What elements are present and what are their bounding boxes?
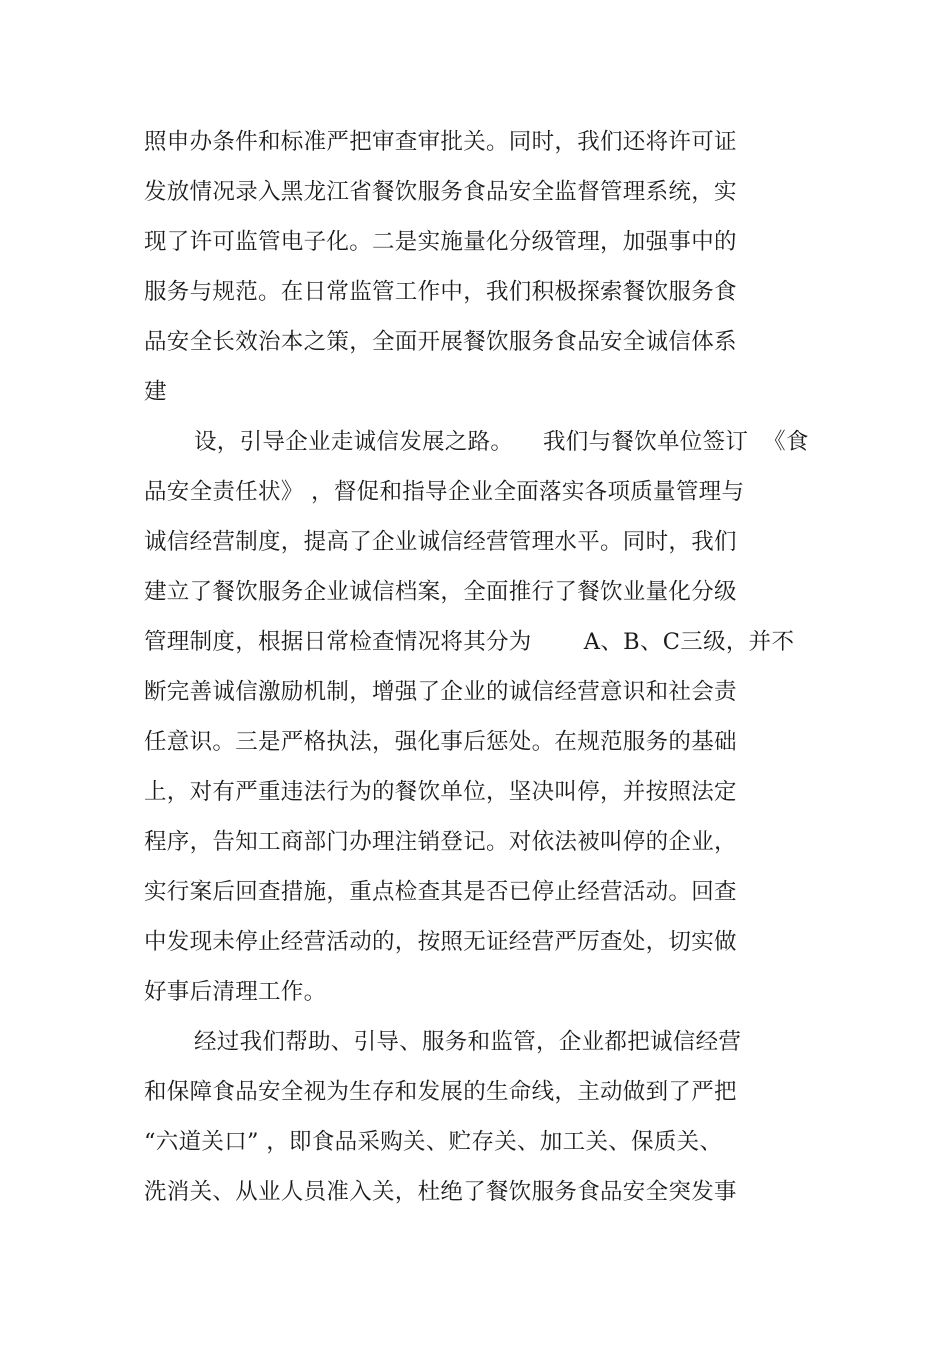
text-line: 品安全长效治本之策，全面开展餐饮服务食品安全诚信体系 <box>144 329 737 355</box>
text-line: 和保障食品安全视为生存和发展的生命线，主动做到了严把 <box>144 1079 737 1105</box>
text-line: 断完善诚信激励机制，增强了企业的诚信经营意识和社会责 <box>144 679 737 705</box>
text-line: 好事后清理工作。 <box>144 979 327 1005</box>
text-line: 建 <box>144 379 167 405</box>
text-line: 建立了餐饮服务企业诚信档案，全面推行了餐饮业量化分级 <box>144 579 737 605</box>
text-line: 中发现未停止经营活动的，按照无证经营严厉查处，切实做 <box>144 929 737 955</box>
text-line: 管理制度，根据日常检查情况将其分为 A、B、C三级，并不 <box>144 629 795 655</box>
text-line: 任意识。三是严格执法，强化事后惩处。在规范服务的基础 <box>144 729 737 755</box>
text-line: 发放情况录入黑龙江省餐饮服务食品安全监督管理系统，实 <box>144 179 737 205</box>
text-line: “六道关口” ，即食品采购关、贮存关、加工关、保质关、 <box>144 1129 723 1155</box>
text-line: 服务与规范。在日常监管工作中，我们积极探索餐饮服务食 <box>144 279 737 305</box>
text-line: 实行案后回查措施，重点检查其是否已停止经营活动。回查 <box>144 879 737 905</box>
text-line: 品安全责任状》 ，督促和指导企业全面落实各项质量管理与 <box>144 479 745 505</box>
text-line: 洗消关、从业人员准入关，杜绝了餐饮服务食品安全突发事 <box>144 1179 737 1205</box>
text-line: 照申办条件和标准严把审查审批关。同时，我们还将许可证 <box>144 129 737 155</box>
text-line: 程序，告知工商部门办理注销登记。对依法被叫停的企业， <box>144 829 737 855</box>
paragraph-first-line: 设，引导企业走诚信发展之路。 我们与餐饮单位签订 《食 <box>194 429 809 455</box>
paragraph-first-line: 经过我们帮助、引导、服务和监管，企业都把诚信经营 <box>194 1029 742 1055</box>
text-line: 现了许可监管电子化。二是实施量化分级管理，加强事中的 <box>144 229 737 255</box>
text-line: 上，对有严重违法行为的餐饮单位，坚决叫停，并按照法定 <box>144 779 737 805</box>
text-line: 诚信经营制度，提高了企业诚信经营管理水平。同时，我们 <box>144 529 737 555</box>
